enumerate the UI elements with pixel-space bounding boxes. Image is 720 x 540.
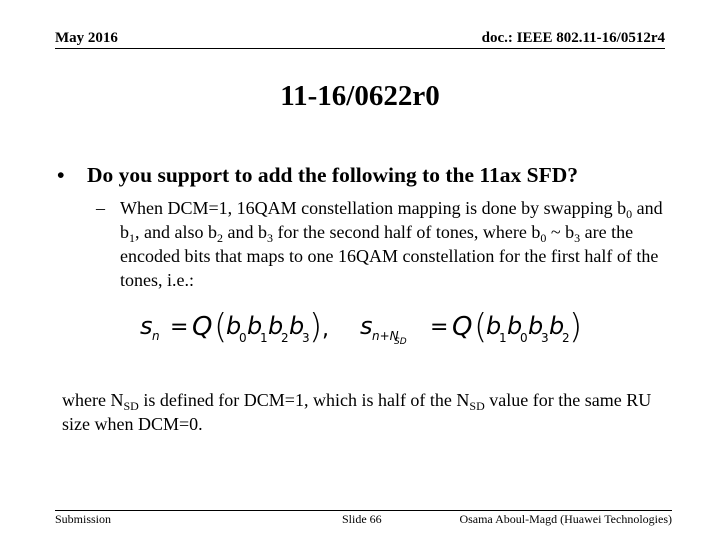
svg-text:b: b: [528, 312, 544, 340]
bullet-text: Do you support to add the following to the 11ax SFD?: [87, 163, 578, 187]
svg-text:=: =: [170, 315, 189, 340]
sub-text-7: are the encoded bits that maps to one 16QAM constellation for the first half of the tones, i.e.:: [120, 222, 659, 290]
svg-text:3: 3: [541, 331, 549, 345]
svg-text:,: ,: [322, 317, 329, 342]
svg-text:=: =: [430, 315, 449, 340]
svg-text:): ): [309, 307, 323, 347]
svg-text:b: b: [507, 312, 523, 340]
sub-text-4: and b: [222, 222, 267, 242]
dash-icon: –: [96, 198, 105, 218]
sub-index-1: 0: [626, 207, 633, 221]
formula-equation: [140, 305, 600, 353]
svg-text:b: b: [226, 312, 242, 340]
svg-text:1: 1: [499, 331, 507, 345]
footer-divider: [55, 510, 672, 511]
sub-index-3: 2: [216, 231, 223, 245]
sub-bullet-text: [120, 196, 666, 292]
svg-text:Q: Q: [452, 312, 473, 342]
header-date: May 2016: [55, 30, 118, 46]
formula-lhs2: s: [360, 312, 373, 340]
svg-text:n+N: n+N: [372, 329, 399, 343]
svg-text:Q: Q: [192, 312, 213, 342]
sub-text-6: ~ b: [546, 222, 575, 242]
note-sub-1: SD: [123, 399, 139, 413]
sub-index-5: 0: [540, 231, 547, 245]
footer-slide-number: Slide 66: [342, 512, 382, 526]
main-bullet: [57, 163, 578, 188]
svg-text:b: b: [486, 312, 502, 340]
note-paragraph: [62, 388, 672, 436]
formula-lhs1: s: [140, 312, 153, 340]
svg-text:n: n: [152, 329, 160, 343]
svg-text:0: 0: [520, 331, 528, 345]
slide-title: 11-16/0622r0: [280, 80, 440, 112]
formula-svg: [140, 305, 600, 353]
svg-text:SD: SD: [394, 337, 407, 347]
sub-text-5: for the second half of tones, where b: [272, 222, 541, 242]
sub-text-2: and b: [120, 198, 663, 242]
sub-index-4: 3: [266, 231, 273, 245]
note-sub-2: SD: [469, 399, 485, 413]
svg-text:): ): [569, 307, 583, 347]
header-divider: [55, 48, 665, 49]
svg-text:b: b: [549, 312, 565, 340]
note-text-1: where N: [62, 390, 124, 410]
sub-index-6: 3: [574, 231, 581, 245]
svg-text:0: 0: [239, 331, 247, 345]
bullet-icon: •: [57, 163, 65, 187]
svg-text:b: b: [247, 312, 263, 340]
note-text-2: is defined for DCM=1, which is half of the N: [138, 390, 470, 410]
svg-text:b: b: [268, 312, 284, 340]
note-text-3: value for the same RU size when DCM=0.: [62, 390, 652, 434]
svg-text:b: b: [289, 312, 305, 340]
header-doc-id: doc.: IEEE 802.11-16/0512r4: [481, 30, 665, 46]
svg-text:2: 2: [281, 331, 289, 345]
sub-index-2: 1: [129, 231, 135, 245]
svg-text:2: 2: [562, 331, 570, 345]
svg-text:(: (: [214, 307, 228, 347]
svg-text:(: (: [474, 307, 488, 347]
sub-bullet: [96, 196, 666, 292]
footer-author: Osama Aboul-Magd (Huawei Technologies): [459, 512, 672, 526]
svg-text:1: 1: [260, 331, 268, 345]
sub-text-1: When DCM=1, 16QAM constellation mapping is done by swapping b: [120, 198, 627, 218]
svg-text:3: 3: [302, 331, 310, 345]
sub-text-3: , and also b: [135, 222, 217, 242]
footer-submission: Submission: [55, 512, 112, 526]
